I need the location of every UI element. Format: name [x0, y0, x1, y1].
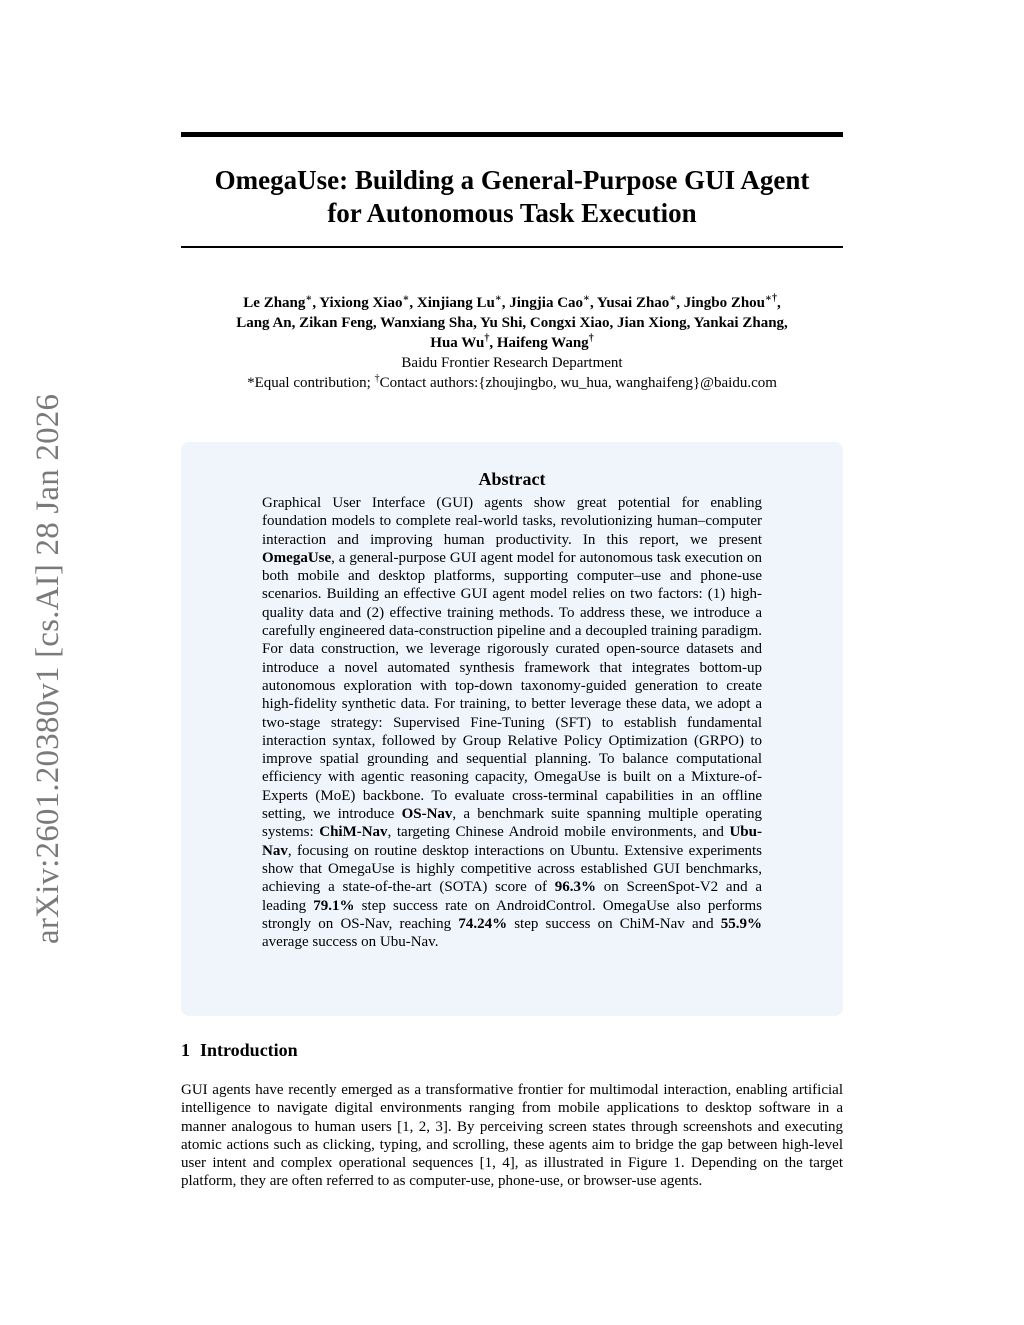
author-names: Le Zhang∗, Yixiong Xiao∗, Xinjiang Lu∗, Jingjia Cao∗, Yusai Zhao∗, Jingbo Zhou∗†, Lang An, Zikan Feng, Wanxiang Sha, Yu Shi, Congxi Xiao, Jian Xiong, Yankai Zhang, Hua Wu†, Haifeng Wang†: [236, 293, 788, 351]
equal-contribution-mark: ∗: [305, 293, 313, 304]
result-emphasis: 96.3%: [554, 879, 596, 896]
author-name: Le Zhang: [243, 295, 306, 311]
author-name: Yixiong Xiao: [319, 295, 403, 311]
equal-contribution-mark: ∗: [402, 293, 410, 304]
benchmark-name-emphasis: ChiM-Nav: [319, 824, 388, 841]
benchmark-name-emphasis: Ubu-Nav: [262, 824, 762, 859]
author-name: Jingjia Cao: [509, 295, 584, 311]
paper-title: [181, 164, 843, 230]
author-names-line-2: Lang An, Zikan Feng, Wanxiang Sha, Yu Shi, Congxi Xiao, Jian Xiong, Yankai Zhang,: [236, 315, 788, 331]
result-emphasis: 55.9%: [720, 915, 762, 932]
section-number: 1: [181, 1040, 190, 1060]
author-name: Haifeng Wang: [496, 335, 589, 351]
introduction-paragraph: GUI agents have recently emerged as a transformative frontier for multimodal interaction, enabling artificial intelligence to navigate digital environments ranging from mobile applications to desktop software in a manner analogous to human users [1, 2, 3]. By perceiving screen states through screenshots and executing atomic actions such as clicking, typing, and scrolling, these agents aim to bridge the gap between high-level user intent and complex operational sequences [1, 4], as illustrated in Figure 1. Depending on the target platform, they are often referred to as computer-use, phone-use, or browser-use agents.: [181, 1082, 843, 1190]
benchmark-name-emphasis: OS-Nav: [401, 806, 453, 823]
author-block: [181, 293, 843, 393]
abstract-body: Graphical User Interface (GUI) agents show great potential for enabling foundation models to complete real-world tasks, revolutionizing human–computer interaction and improving human productivity. In this report, we present OmegaUse, a general-purpose GUI agent model for autonomous task execution on both mobile and desktop platforms, supporting computer–use and phone-use scenarios. Building an effective GUI agent model relies on two factors: (1) high-quality data and (2) effective training methods. To address these, we introduce a carefully engineered data-construction pipeline and a decoupled training paradigm. For data construction, we leverage rigorously curated open-source datasets and introduce a novel automated synthesis framework that integrates bottom-up autonomous exploration with top-down taxonomy-guided generation to create high-fidelity synthetic data. For training, to better leverage these data, we adopt a two-stage strategy: Supervised Fine-Tuning (SFT) to establish fundamental interaction syntax, followed by Group Relative Policy Optimization (GRPO) to improve spatial grounding and sequential planning. To balance computational efficiency with agentic reasoning capacity, OmegaUse is built on a Mixture-of-Experts (MoE) backbone. To evaluate cross-terminal capabilities in an offline setting, we introduce OS-Nav, a benchmark suite spanning multiple operating systems: ChiM-Nav, targeting Chinese Android mobile environments, and Ubu-Nav, focusing on routine desktop interactions on Ubuntu. Extensive experiments show that OmegaUse is highly competitive across established GUI benchmarks, achieving a state-of-the-art (SOTA) score of 96.3% on ScreenSpot-V2 and a leading 79.1% step success rate on AndroidControl. OmegaUse also performs strongly on OS-Nav, reaching 74.24% step success on ChiM-Nav and 55.9% average success on Ubu-Nav.: [262, 495, 763, 951]
result-emphasis: 74.24%: [458, 915, 508, 932]
equal-contribution-mark: ∗: [669, 293, 677, 304]
section-heading-introduction: [181, 1039, 843, 1061]
section-title: Introduction: [200, 1040, 298, 1060]
abstract-heading: Abstract: [478, 469, 546, 489]
title-top-rule: [181, 132, 843, 137]
contact-author-mark: †: [588, 333, 594, 344]
model-name-emphasis: OmegaUse: [262, 549, 332, 566]
contact-author-mark: †: [484, 333, 490, 344]
contact-line: [181, 373, 843, 393]
equal-contribution-note: *Equal contribution;: [247, 375, 375, 391]
contact-author-mark: ∗†: [765, 293, 777, 304]
result-emphasis: 79.1%: [313, 897, 355, 914]
title-bottom-rule: [181, 246, 843, 248]
equal-contribution-mark: ∗: [494, 293, 502, 304]
contact-author-mark: †: [374, 373, 380, 384]
arxiv-identifier: arXiv:2601.20380v1 [cs.AI] 28 Jan 2026: [30, 393, 66, 944]
equal-contribution-mark: ∗: [583, 293, 590, 304]
title-line-1: OmegaUse: Building a General-Purpose GUI Agent: [214, 165, 810, 195]
author-name: Jingbo Zhou: [683, 295, 766, 311]
author-name: Hua Wu: [430, 335, 485, 351]
author-name: Yusai Zhao: [596, 295, 670, 311]
title-line-2: for Autonomous Task Execution: [327, 198, 697, 228]
affiliation: Baidu Frontier Research Department: [401, 355, 623, 371]
contact-emails: Contact authors:{zhoujingbo, wu_hua, wanghaifeng}@baidu.com: [379, 375, 777, 391]
author-name: Xinjiang Lu: [416, 295, 495, 311]
